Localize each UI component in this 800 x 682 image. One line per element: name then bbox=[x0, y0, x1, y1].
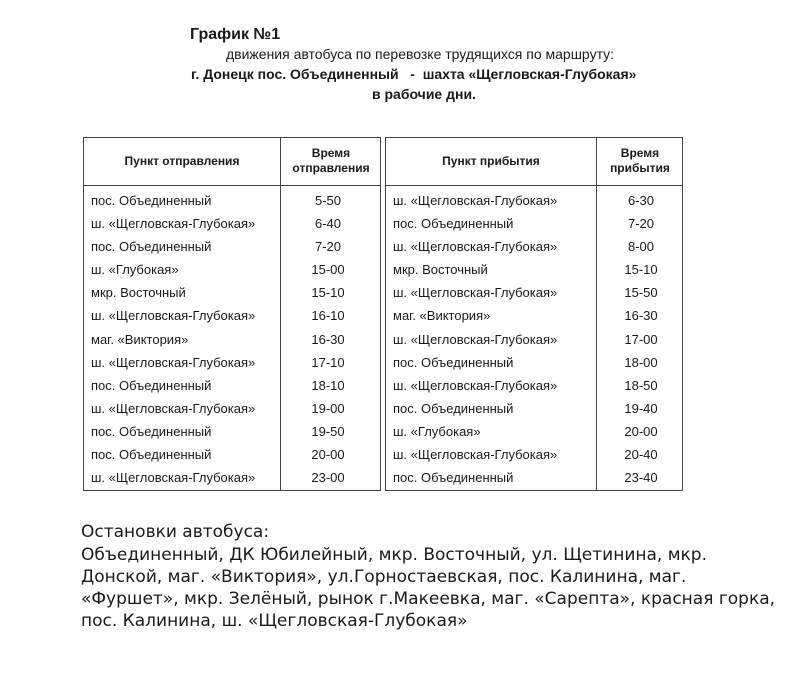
departure-time-cell: 16-30 bbox=[311, 331, 345, 347]
departure-time-cell: 7-20 bbox=[314, 239, 342, 255]
table-row bbox=[83, 305, 683, 328]
arrival-time-cell: 20-40 bbox=[624, 447, 658, 463]
schedule-days: в рабочие дни. bbox=[372, 86, 476, 102]
departure-point-cell: пос. Объединенный bbox=[91, 377, 212, 393]
departure-point-cell: ш. «Глубокая» bbox=[91, 262, 179, 278]
arrival-time-cell: 6-30 bbox=[627, 193, 655, 208]
bus-stops-title: Остановки автобуса: bbox=[81, 522, 270, 542]
departure-point-cell: ш. «Щегловская-Глубокая» bbox=[91, 400, 256, 416]
departure-time-cell: 20-00 bbox=[311, 447, 345, 463]
departure-point-cell: ш. «Щегловская-Глубокая» bbox=[91, 470, 256, 486]
departure-point-cell: пос. Объединенный bbox=[91, 447, 212, 463]
departure-time-cell: 6-40 bbox=[314, 216, 342, 232]
bus-stops-list: Объединенный, ДК Юбилейный, мкр. Восточный, ул. Щетинина, мкр. Донской, маг. «Виктория», ул.Горностаевская, пос. Калинина, маг. «Фуршет», мкр. Зелёный, рынок г.Макеевка, маг. «Сарепта», красная горка, пос. Калинина, ш. «Щегловская-Глубокая» bbox=[81, 545, 776, 631]
departure-time-cell: 17-10 bbox=[311, 354, 345, 370]
arrival-time-cell: 18-00 bbox=[624, 354, 658, 370]
arrival-time-cell: 16-30 bbox=[624, 308, 658, 324]
arrival-time-cell: 18-50 bbox=[624, 377, 658, 393]
arrival-time-cell: 15-50 bbox=[624, 285, 658, 301]
header-divider-right bbox=[385, 185, 683, 186]
header-divider-left bbox=[83, 185, 381, 186]
document-header bbox=[0, 0, 800, 110]
table-row bbox=[83, 213, 683, 236]
bus-stops-section bbox=[81, 520, 781, 632]
departure-point-cell: маг. «Виктория» bbox=[91, 331, 189, 347]
arrival-point-cell: ш. «Щегловская-Глубокая» bbox=[393, 239, 558, 255]
departure-point-cell: пос. Объединенный bbox=[91, 423, 212, 439]
table-row bbox=[83, 352, 683, 375]
departure-point-cell: пос. Объединенный bbox=[91, 193, 212, 208]
header-departure-point: Пункт отправления bbox=[124, 153, 240, 168]
arrival-time-cell: 17-00 bbox=[624, 331, 658, 347]
table-row bbox=[83, 375, 683, 398]
departure-time-cell: 19-00 bbox=[311, 400, 345, 416]
table-row bbox=[83, 190, 683, 213]
arrival-time-cell: 8-00 bbox=[627, 239, 655, 255]
arrival-point-cell: пос. Объединенный bbox=[393, 400, 514, 416]
table-row bbox=[83, 398, 683, 421]
arrival-point-cell: пос. Объединенный bbox=[393, 216, 514, 232]
departure-time-cell: 16-10 bbox=[311, 308, 345, 324]
departure-point-cell: ш. «Щегловская-Глубокая» bbox=[91, 354, 256, 370]
table-row bbox=[83, 421, 683, 444]
table-row bbox=[83, 282, 683, 305]
arrival-time-cell: 23-40 bbox=[624, 470, 658, 486]
arrival-point-cell: ш. «Щегловская-Глубокая» bbox=[393, 285, 558, 301]
departure-time-cell: 23-00 bbox=[311, 470, 345, 486]
table-row bbox=[83, 236, 683, 259]
departure-time-cell: 19-50 bbox=[311, 423, 345, 439]
departure-point-cell: ш. «Щегловская-Глубокая» bbox=[91, 216, 256, 232]
arrival-point-cell: ш. «Щегловская-Глубокая» bbox=[393, 377, 558, 393]
arrival-time-cell: 19-40 bbox=[624, 400, 658, 416]
arrival-time-cell: 7-20 bbox=[627, 216, 655, 232]
header-departure-time: Время отправления bbox=[292, 146, 370, 175]
arrival-time-cell: 20-00 bbox=[624, 423, 658, 439]
schedule-table bbox=[83, 137, 683, 493]
arrival-point-cell: ш. «Щегловская-Глубокая» bbox=[393, 331, 558, 347]
schedule-rows bbox=[83, 190, 683, 490]
arrival-point-cell: ш. «Щегловская-Глубокая» bbox=[393, 193, 558, 208]
header-arrival-point: Пункт прибытия bbox=[442, 153, 540, 168]
route-name: г. Донецк пос. Объединенный - шахта «Щегловская-Глубокая» bbox=[191, 66, 637, 82]
arrival-point-cell: мкр. Восточный bbox=[393, 262, 488, 278]
arrival-time-cell: 15-10 bbox=[624, 262, 658, 278]
header-arrival-time: Время прибытия bbox=[610, 146, 670, 175]
departure-time-cell: 15-10 bbox=[311, 285, 345, 301]
departure-time-cell: 5-50 bbox=[314, 193, 342, 208]
arrival-point-cell: пос. Объединенный bbox=[393, 470, 514, 486]
departure-time-cell: 15-00 bbox=[311, 262, 345, 278]
table-row bbox=[83, 444, 683, 467]
departure-point-cell: ш. «Щегловская-Глубокая» bbox=[91, 308, 256, 324]
table-row bbox=[83, 259, 683, 282]
schedule-title: График №1 bbox=[190, 26, 281, 43]
arrival-point-cell: пос. Объединенный bbox=[393, 354, 514, 370]
departure-point-cell: мкр. Восточный bbox=[91, 285, 186, 301]
departure-time-cell: 18-10 bbox=[311, 377, 345, 393]
arrival-point-cell: ш. «Щегловская-Глубокая» bbox=[393, 447, 558, 463]
table-row bbox=[83, 329, 683, 352]
arrival-point-cell: маг. «Виктория» bbox=[393, 308, 491, 324]
schedule-subtitle: движения автобуса по перевозке трудящихся по маршруту: bbox=[226, 46, 615, 62]
departure-point-cell: пос. Объединенный bbox=[91, 239, 212, 255]
table-row bbox=[83, 467, 683, 490]
arrival-point-cell: ш. «Глубокая» bbox=[393, 423, 481, 439]
